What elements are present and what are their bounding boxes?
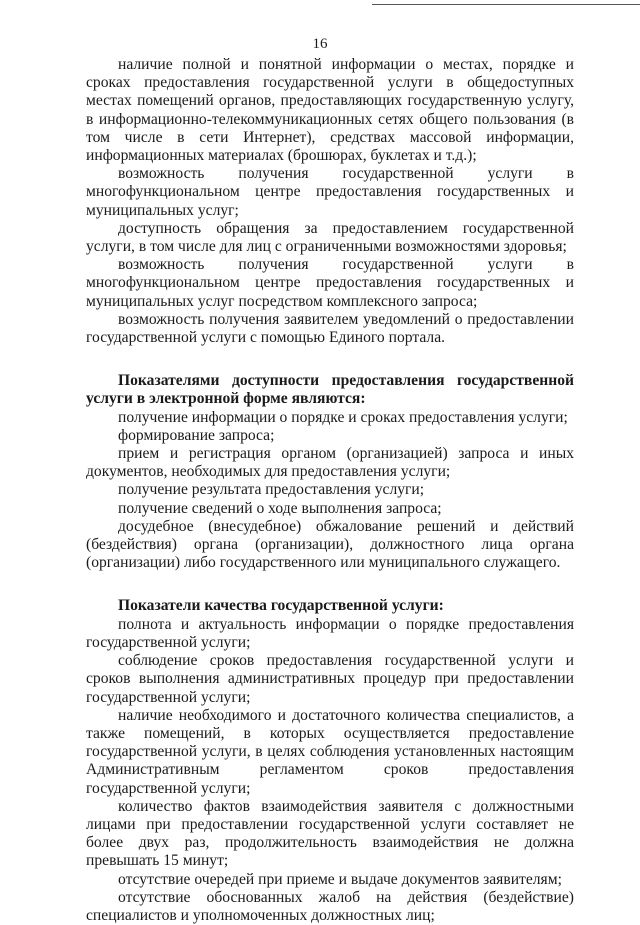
- paragraph: получение результата предоставления услуги;: [118, 481, 425, 499]
- paragraph: прием и регистрация органом (организацией) запроса и иных документов, необходимых для предоставления услуги;: [86, 445, 574, 481]
- paragraph: доступность обращения за предоставлением государственной услуги, в том числе для лиц с ограниченными возможностями здоровья;: [86, 219, 574, 256]
- paragraph: наличие необходимого и достаточного количества специалистов, а также помещений, в которых осуществляется предоставление государственной услуги, в целях соблюдения установленных настоящим Административным регламентом сроков предоставления государственной услуги;: [86, 706, 574, 797]
- top-rule: [372, 4, 640, 5]
- section-quality: [86, 597, 574, 925]
- paragraph: отсутствие очередей при приеме и выдаче документов заявителям;: [118, 870, 562, 888]
- section-heading: Показателями доступности предоставления государственной услуги в электронной форме являются:: [86, 372, 574, 408]
- paragraph: получение сведений о ходе выполнения запроса;: [118, 499, 442, 517]
- paragraph: возможность получения государственной услуги в многофункциональном центре предоставления государственных и муниципальных услуг;: [86, 165, 574, 219]
- section-electronic-availability: [86, 372, 574, 572]
- section-heading: Показатели качества государственной услуги:: [118, 597, 444, 615]
- paragraph: формирование запроса;: [118, 426, 275, 444]
- page-number: 16: [312, 36, 328, 52]
- paragraph: соблюдение сроков предоставления государственной услуги и сроков выполнения административных процедур при предоставлении государственной услуги;: [86, 652, 574, 706]
- paragraph: количество фактов взаимодействия заявителя с должностными лицами при предоставлении государственной услуги составляет не более двух раз, продолжительность взаимодействия не должна превышать 15 минут;: [86, 797, 574, 870]
- section-availability: [86, 56, 574, 347]
- paragraph: получение информации о порядке и сроках предоставления услуги;: [118, 408, 568, 426]
- paragraph: возможность получения заявителем уведомлений о предоставлении государственной услуги с помощью Единого портала.: [86, 310, 574, 347]
- paragraph: наличие полной и понятной информации о местах, порядке и сроках предоставления государственной услуги в общедоступных местах помещений органов, предоставляющих государственную услугу, в информационно-телекоммуникационных сетях общего пользования (в том числе в сети Интернет), средствах массовой информации, информационных материалах (брошюрах, буклетах и т.д.);: [86, 56, 574, 165]
- paragraph: отсутствие обоснованных жалоб на действия (бездействие) специалистов и уполномоченных должностных лиц;: [86, 888, 574, 924]
- paragraph: полнота и актуальность информации о порядке предоставления государственной услуги;: [86, 615, 574, 651]
- paragraph: досудебное (внесудебное) обжалование решений и действий (бездействия) органа (организации), должностного лица органа (организации) либо государственного или муниципального служащего.: [86, 517, 574, 572]
- paragraph: возможность получения государственной услуги в многофункциональном центре предоставления государственных и муниципальных услуг посредством комплексного запроса;: [86, 256, 574, 310]
- document-body: [86, 56, 574, 925]
